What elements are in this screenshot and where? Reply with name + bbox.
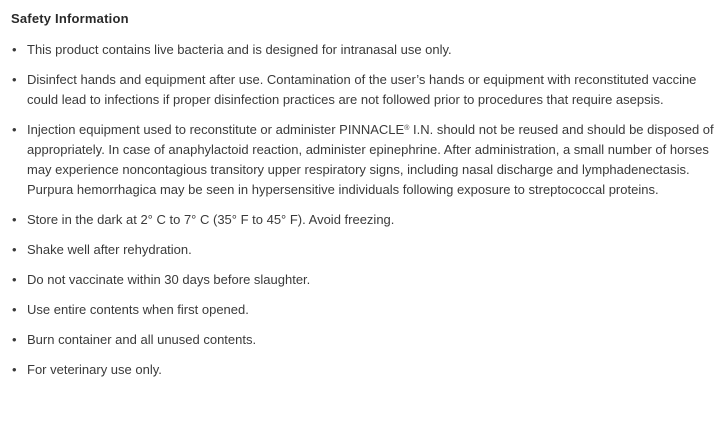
list-item bbox=[11, 70, 714, 110]
list-item-text: Use entire contents when first opened. bbox=[27, 302, 249, 317]
list-item bbox=[11, 40, 714, 60]
bullet-icon: • bbox=[12, 42, 17, 57]
list-item bbox=[11, 330, 714, 350]
list-item-text: Burn container and all unused contents. bbox=[27, 332, 257, 347]
list-item bbox=[11, 360, 714, 380]
bullet-icon: • bbox=[12, 332, 17, 347]
registered-mark: ® bbox=[404, 125, 410, 132]
section-title: Safety Information bbox=[11, 11, 129, 26]
list-item bbox=[11, 300, 714, 320]
bullet-icon: • bbox=[12, 242, 17, 257]
list-item-text: Disinfect hands and equipment after use. Contamination of the user’s hands or equipment with reconstituted vaccine could lead to infections if proper disinfection practices are not followed prior to procedures that require asepsis. bbox=[27, 72, 697, 107]
bullet-icon: • bbox=[12, 72, 17, 87]
safety-list bbox=[11, 40, 714, 380]
list-item bbox=[11, 210, 714, 230]
list-item-text: Shake well after rehydration. bbox=[27, 242, 192, 257]
bullet-icon: • bbox=[12, 272, 17, 287]
list-item-text: For veterinary use only. bbox=[27, 362, 162, 377]
list-item-text-end: I.N. should not be reused and should be disposed of appropriately. In case of anaphylactoid reaction, administer epinephrine. After administration, a small number of horses may experience noncontagious transitory upper respiratory signs, including nasal discharge and lymphadenectasis. Purpura hemorrhagica may be seen in hypersensitive individuals following exposure to streptococcal proteins. bbox=[27, 122, 714, 197]
bullet-icon: • bbox=[12, 212, 17, 227]
list-item-text: Do not vaccinate within 30 days before slaughter. bbox=[27, 272, 311, 287]
bullet-icon: • bbox=[12, 302, 17, 317]
list-item-text-start: Injection equipment used to reconstitute or administer PINNACLE bbox=[27, 122, 405, 137]
bullet-icon: • bbox=[12, 362, 17, 377]
bullet-icon: • bbox=[12, 122, 17, 137]
list-item bbox=[11, 120, 714, 200]
list-item-text: This product contains live bacteria and is designed for intranasal use only. bbox=[27, 42, 452, 57]
list-item-text: Store in the dark at 2° C to 7° C (35° F to 45° F). Avoid freezing. bbox=[27, 212, 395, 227]
list-item bbox=[11, 240, 714, 260]
list-item bbox=[11, 270, 714, 290]
